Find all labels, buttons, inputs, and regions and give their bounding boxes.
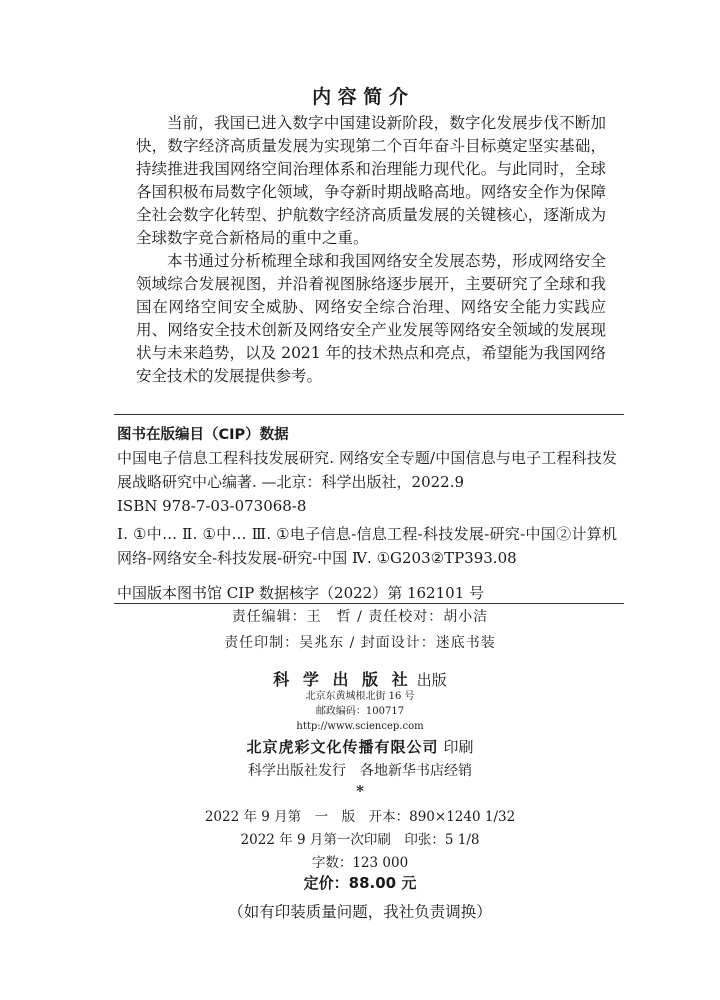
publisher-line	[0, 667, 720, 690]
word-count: 字数：123 000	[311, 855, 409, 871]
publisher-postcode: 邮政编码：100717	[315, 706, 405, 717]
publisher-address: 北京东黄城根北街 16 号	[305, 691, 415, 702]
distribution-line: 科学出版社发行 各地新华书店经销	[248, 763, 472, 779]
cip-bottom-rule	[114, 603, 624, 604]
cip-top-rule	[114, 414, 624, 415]
quality-notice: （如有印装质量问题，我社负责调换）	[228, 903, 492, 921]
price: 定价：88.00 元	[303, 874, 417, 892]
cip-library-number: 中国版本图书馆 CIP 数据核字（2022）第 162101 号	[117, 584, 485, 602]
credits-line-2: 责任印制：吴兆东 / 封面设计：迷底书装	[224, 635, 496, 651]
cip-library-block	[117, 581, 617, 605]
publisher-name: 科 学 出 版 社	[273, 670, 412, 689]
summary-body	[136, 112, 606, 388]
publisher-action: 出版	[416, 671, 447, 689]
printer-action: 印刷	[443, 738, 474, 756]
cip-classification-block	[117, 522, 617, 570]
summary-title: 内 容 简 介	[312, 86, 408, 108]
edition-line-1: 2022 年 9 月第 一 版 开本：890×1240 1/32	[204, 809, 516, 825]
cip-entry: 中国电子信息工程科技发展研究. 网络安全专题/中国信息与电子工程科技发展战略研究中心编著. —北京：科学出版社，2022.9	[117, 449, 617, 491]
cip-isbn: ISBN 978-7-03-073068-8	[117, 497, 307, 515]
summary-paragraph-1: 当前，我国已进入数字中国建设新阶段，数字化发展步伐不断加快，数字经济高质量发展为实现第二个百年奋斗目标奠定坚实基础，持续推进我国网络空间治理体系和治理能力现代化。与此同时，全球各国积极布局数字化领域，争夺新时期战略高地。网络安全作为保障全社会数字化转型、护航数字经济高质量发展的关键核心，逐渐成为全球数字竞合新格局的重中之重。	[136, 114, 606, 247]
edition-line-2: 2022 年 9 月第一次印刷 印张：5 1/8	[240, 832, 480, 848]
credits-line-1: 责任编辑：王 哲 / 责任校对：胡小洁	[231, 609, 489, 625]
cip-heading: 图书在版编目（CIP）数据	[117, 427, 289, 443]
cip-classification: Ⅰ. ①中… Ⅱ. ①中… Ⅲ. ①电子信息-信息工程-科技发展-研究-中国②计算机网络-网络安全-科技发展-研究-中国 Ⅳ. ①G203②TP393.08	[117, 525, 617, 567]
separator-asterisk: *	[356, 782, 364, 800]
printer-name: 北京虎彩文化传播有限公司	[246, 738, 439, 756]
publisher-website: http://www.sciencep.com	[296, 721, 424, 732]
printer-line	[0, 736, 720, 757]
cip-block	[117, 446, 617, 518]
summary-paragraph-2: 本书通过分析梳理全球和我国网络安全发展态势，形成网络安全领域综合发展视图，并沿着视图脉络逐步展开，主要研究了全球和我国在网络空间安全威胁、网络安全综合治理、网络安全能力实践应用、网络安全技术创新及网络安全产业发展等网络安全领域的发展现状与未来趋势，以及 2021 年的技术热点和亮点，希望能为我国网络安全技术的发展提供参考。	[136, 252, 606, 385]
